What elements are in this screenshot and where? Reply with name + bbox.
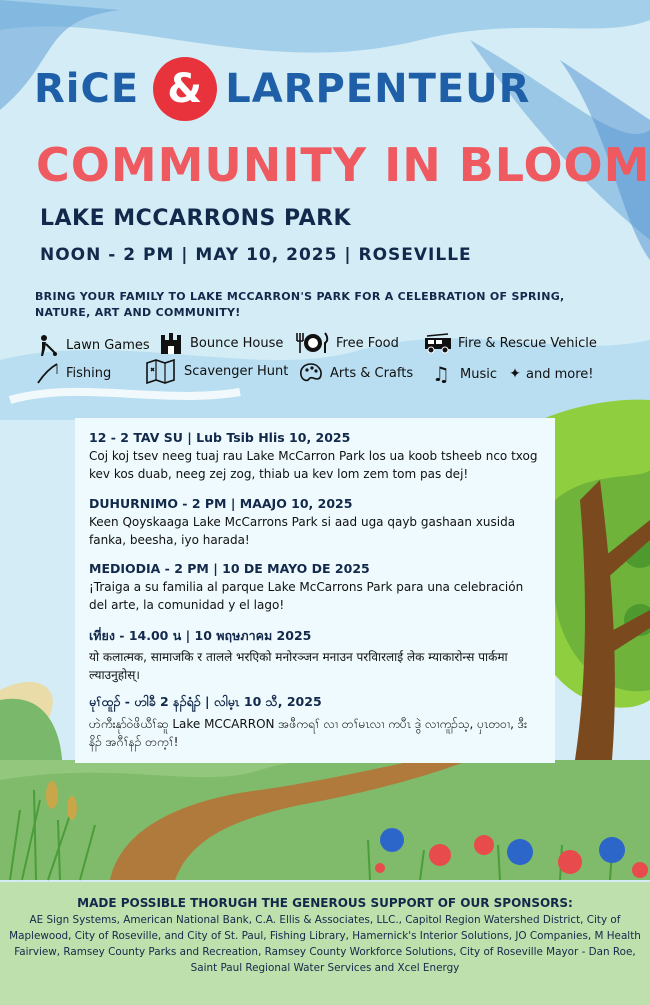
food-icon [294, 332, 330, 354]
sponsors-heading: MADE POSSIBLE THORUGH THE GENEROUS SUPPORT OF OUR SPONSORS: [77, 896, 573, 910]
translation-body: Keen Qoyskaaga Lake McCarrons Park si aad uga qayb gashaan xusida fanka, beesha, iyo harada! [89, 515, 516, 547]
activity-label: Bounce House [190, 335, 284, 351]
lawn-games-icon [34, 334, 60, 356]
translation-somali [89, 496, 541, 549]
brand-word-larpenteur: LARPENTEUR [225, 66, 531, 112]
sparkle-icon: ✦ [509, 366, 521, 382]
translation-heading: 12 - 2 TAV SU | Lub Tsib Hlis 10, 2025 [89, 430, 351, 445]
translation-heading: မုၢ်ထူၣ် - ဟါခီ 2 နၣ်ရံၣ် | လါမ့ၤ 10 သီ, 2025 [89, 694, 322, 709]
activity-bounce-house [158, 332, 283, 354]
translation-heading: เที่ยง - 14.00 น | 10 พฤษภาคม 2025 [89, 628, 312, 643]
music-icon: ♫ [432, 362, 450, 386]
sponsors-footer [0, 882, 650, 1005]
fire-truck-icon [424, 332, 452, 354]
activity-label: Lawn Games [66, 337, 150, 353]
activity-and-more [506, 363, 593, 385]
translation-heading: MEDIODIA - 2 PM | 10 DE MAYO DE 2025 [89, 561, 370, 576]
translation-karen [89, 694, 541, 751]
activity-label: Arts & Crafts [330, 365, 414, 381]
brand-word-rice: RiCE [34, 66, 140, 112]
activity-label: and more! [526, 366, 594, 382]
map-icon [144, 360, 178, 382]
translations-panel [75, 418, 555, 763]
activity-music [428, 363, 497, 385]
translation-body: यो कलात्मक, सामाजकि र तालले भरएिको मनोरञ्जन मनाउन परविारलाई लेक म्याकारोन्स पार्कमा ल्याउनुहोस्। [89, 650, 508, 682]
activity-arts-crafts [298, 362, 413, 384]
activity-label: Free Food [336, 335, 399, 351]
activity-scavenger-hunt [144, 360, 288, 382]
brand-logo [34, 56, 530, 122]
translation-thai-nepali [89, 626, 541, 684]
event-intro: BRING YOUR FAMILY TO LAKE MCCARRON'S PARK FOR A CELEBRATION OF SPRING, NATURE, ART AND COMMUNITY! [35, 290, 565, 319]
translation-body: ¡Traiga a su familia al parque Lake McCarrons Park para una celebración del arte, la comunidad y el lago! [89, 580, 524, 612]
activity-free-food [294, 332, 399, 354]
activity-label: Scavenger Hunt [184, 363, 289, 379]
activity-fire-rescue [424, 332, 597, 354]
event-time-date: NOON - 2 PM | MAY 10, 2025 | ROSEVILLE [40, 245, 472, 265]
brand-ampersand: & [153, 57, 217, 121]
palette-icon [298, 362, 324, 384]
fishing-icon [34, 362, 60, 384]
sponsors-list: AE Sign Systems, American National Bank, C.A. Ellis & Associates, LLC., Capitol Region Watershed District, City of Maplewood, City of Roseville, and City of St. Paul, Fishing Library, Hamernick's Interior Solutions, JO Companies, M Health Fairview, Ramsey County Parks and Recreation, Ramsey County Workforce Solutions, City of Roseville Mayor - Dan Roe, Saint Paul Regional Water Services and Xcel Energy [9, 914, 641, 974]
translation-hmong [89, 430, 541, 483]
event-title: COMMUNITY IN BLOOM [36, 138, 650, 192]
translation-spanish [89, 561, 541, 614]
activity-lawn-games [34, 334, 150, 356]
translation-body: Coj koj tsev neeg tuaj rau Lake McCarron Park los ua koob tsheeb nco txog kev kos duab, neeg zej zog, thiab ua kev lom zem tom pas dej! [89, 449, 538, 481]
event-location: LAKE MCCARRONS PARK [40, 206, 352, 231]
activity-label: Fire & Rescue Vehicle [458, 335, 597, 351]
activity-label: Fishing [66, 365, 112, 381]
translation-heading: DUHURNIMO - 2 PM | MAAJO 10, 2025 [89, 496, 353, 511]
translation-body: ဟဲကီးနုာ်ဝဲဖိယီၢ်ဆူ Lake MCCARRON အဖီကရၢ် လၢ တၢ်မၤလၢ ကပီၤ ဒွဲ လၢကူၣ်သ့, ပှၤတဝၢ, ဒီး နိၣ် အဂီၢ်နၣ် တက့ၢ်! [89, 717, 528, 749]
bounce-house-icon [158, 332, 184, 354]
activity-label: Music [460, 366, 497, 382]
activity-fishing [34, 362, 111, 384]
